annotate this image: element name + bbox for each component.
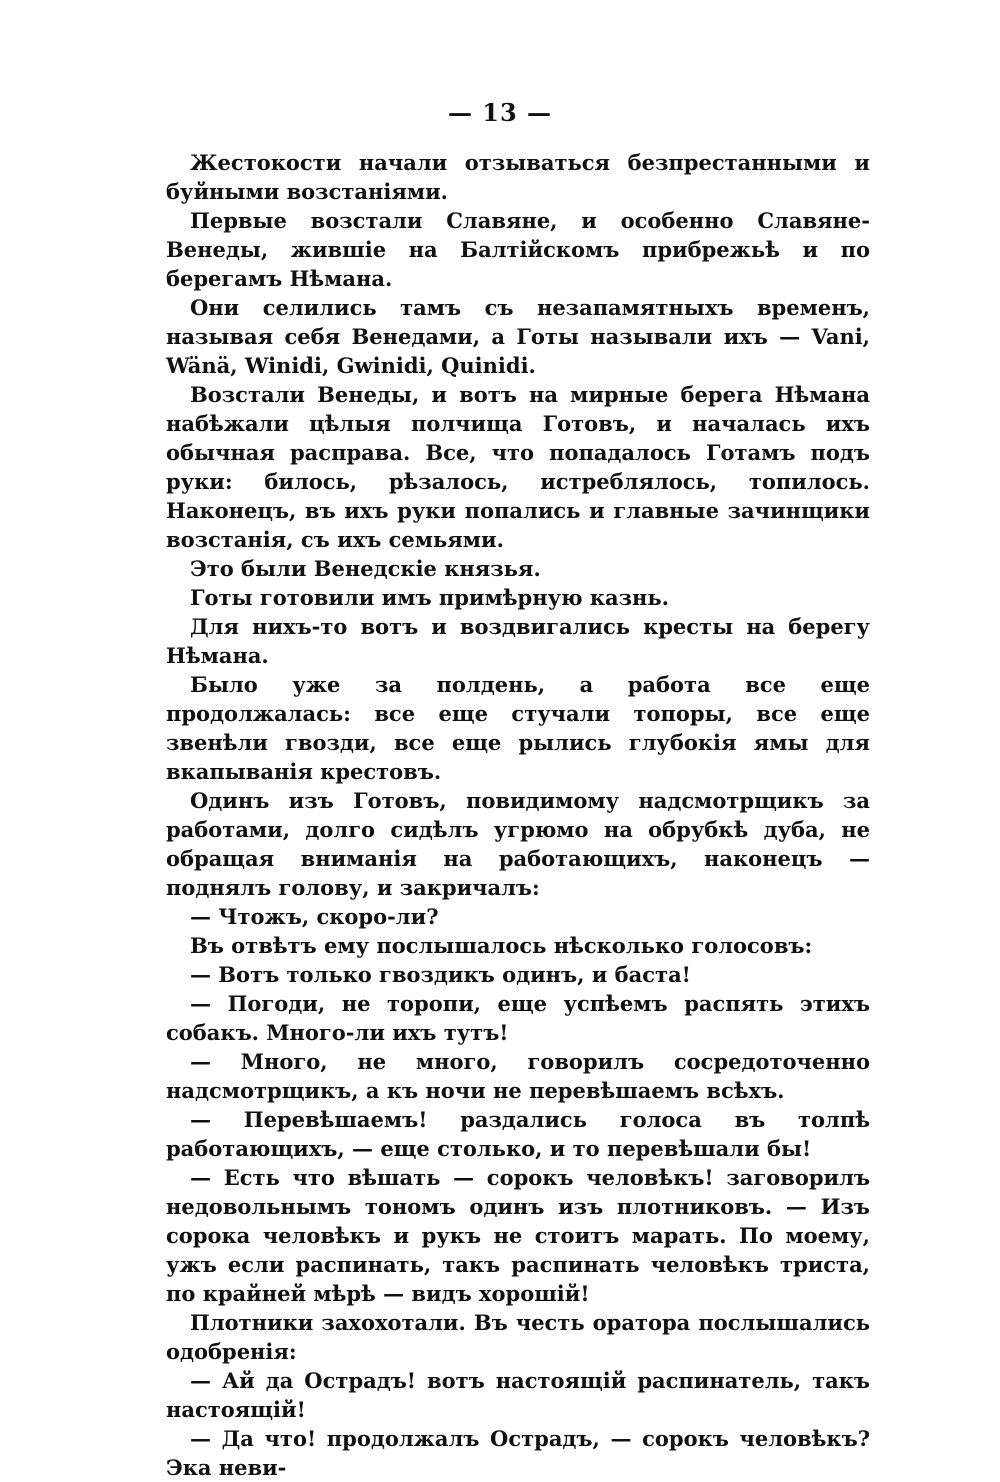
- body-text: [166, 148, 870, 1482]
- paragraph: Жестокости начали отзываться безпрестанными и буйными возстаніями.: [166, 150, 870, 204]
- paragraph: Одинъ изъ Готовъ, повидимому надсмотрщикъ за работами, долго сидѣлъ угрюмо на обрубкѣ дуба, не обращая вниманія на работающихъ, наконецъ — поднялъ голову, и закричалъ:: [166, 788, 870, 900]
- paragraph: — Да что! продолжалъ Острадъ, — сорокъ человѣкъ? Эка неви-: [166, 1426, 870, 1480]
- paragraph: — Вотъ только гвоздикъ одинъ, и баста!: [190, 962, 691, 987]
- page-number: — 13 —: [447, 98, 553, 127]
- paragraph: Они селились тамъ съ незапамятныхъ временъ, называя себя Венедами, а Готы называли ихъ — Vani, Wänä, Winidi, Gwinidi, Quinidi.: [166, 295, 870, 378]
- paragraph: Было уже за полдень, а работа все еще продолжалась: все еще стучали топоры, все еще звенѣли гвозди, все еще рылись глубокія ямы для вкапыванія крестовъ.: [166, 672, 870, 784]
- paragraph: — Чтожъ, скоро-ли?: [190, 904, 439, 929]
- paragraph: Первые возстали Славяне, и особенно Славяне-Венеды, жившіе на Балтійскомъ прибрежьѣ и по берегамъ Нѣмана.: [166, 208, 870, 291]
- paragraph: Плотники захохотали. Въ честь оратора послышались одобренія:: [166, 1310, 870, 1364]
- paragraph: — Много, не много, говорилъ сосредоточенно надсмотрщикъ, а къ ночи не перевѣшаемъ всѣхъ.: [166, 1049, 870, 1103]
- paragraph: Для нихъ-то вотъ и воздвигались кресты на берегу Нѣмана.: [166, 614, 870, 668]
- paragraph: Возстали Венеды, и вотъ на мирные берега Нѣмана набѣжали цѣлыя полчища Готовъ, и началась ихъ обычная расправа. Все, что попадалось Готамъ подъ руки: билось, рѣзалось, истреблялось, топилось. Наконецъ, въ ихъ руки попались и главные зачинщики возстанія, съ ихъ семьями.: [166, 382, 870, 552]
- paragraph: Готы готовили имъ примѣрную казнь.: [190, 585, 669, 610]
- paragraph: Въ отвѣтъ ему послышалось нѣсколько голосовъ:: [190, 933, 813, 958]
- paragraph: — Есть что вѣшать — сорокъ человѣкъ! заговорилъ недовольнымъ тономъ одинъ изъ плотниковъ. — Изъ сорока человѣкъ и рукъ не стоитъ марать. По моему, ужъ если распинать, такъ распинать человѣкъ триста, по крайней мѣрѣ — видъ хорошій!: [166, 1165, 870, 1306]
- paragraph: — Ай да Острадъ! вотъ настоящій распинатель, такъ настоящій!: [166, 1368, 870, 1422]
- paragraph: — Перевѣшаемъ! раздались голоса въ толпѣ работающихъ, — еще столько, и то перевѣшали бы!: [166, 1107, 870, 1161]
- paragraph: Это были Венедскіе князья.: [190, 556, 541, 581]
- paragraph: — Погоди, не торопи, еще успѣемъ распять этихъ собакъ. Много-ли ихъ тутъ!: [166, 991, 870, 1045]
